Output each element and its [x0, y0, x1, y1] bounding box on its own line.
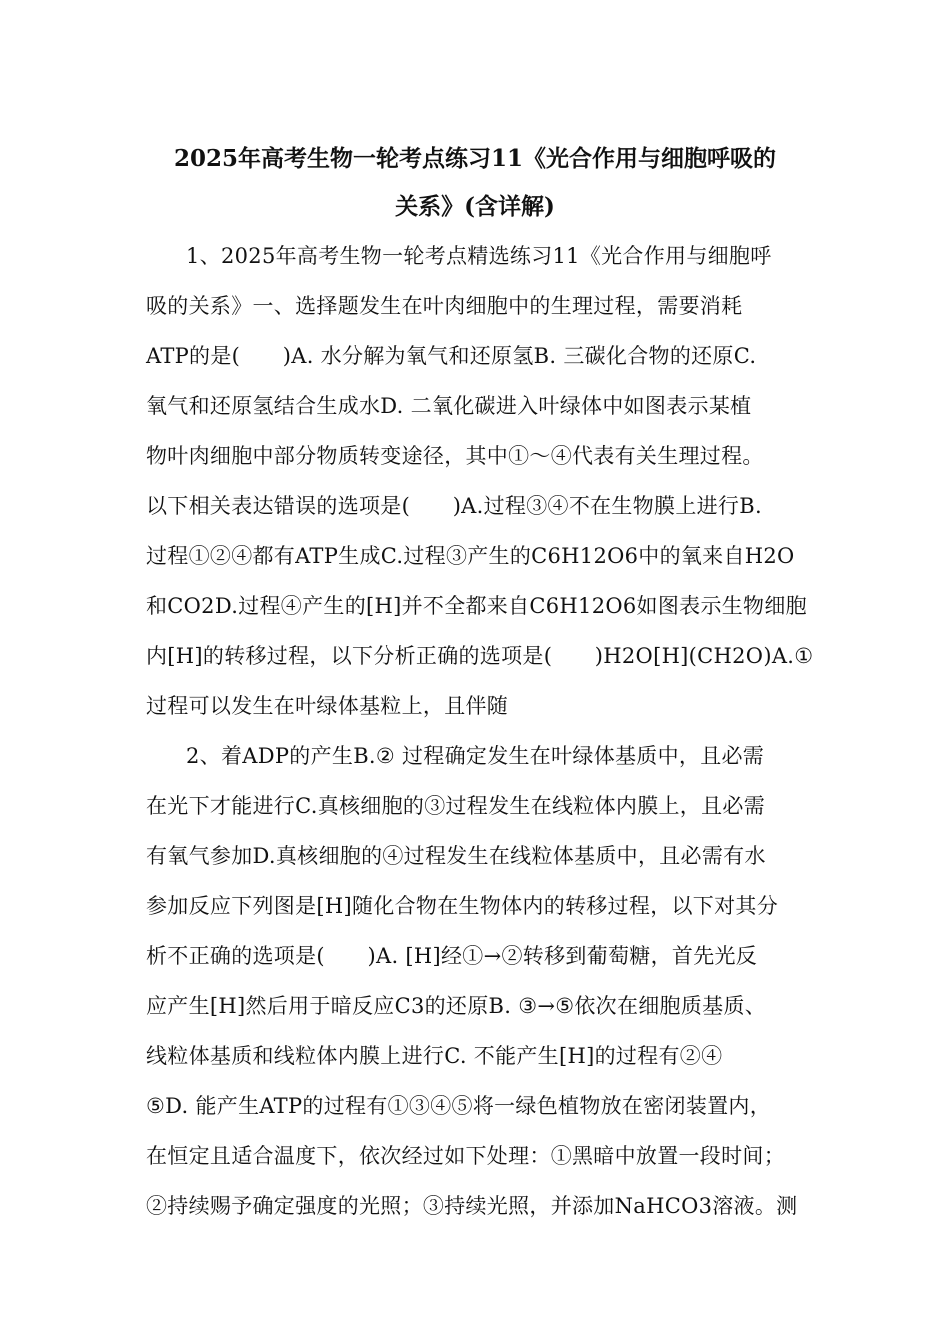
paragraph-1-line: 物叶肉细胞中部分物质转变途径，其中①～④代表有关生理过程。 [146, 444, 764, 468]
paragraph-1-line: 过程可以发生在叶绿体基粒上，且伴随 [146, 694, 509, 718]
paragraph-2-line: 线粒体基质和线粒体内膜上进行C. 不能产生[H]的过程有②④ [146, 1044, 723, 1068]
paragraph-2-line: 在恒定且适合温度下，依次经过如下处理：①黑暗中放置一段时间； [146, 1144, 785, 1168]
document-title-line-1: 2025年高考生物一轮考点练习11《光合作用与细胞呼吸的 [173, 145, 777, 172]
paragraph-1-line: 以下相关表达错误的选项是( )A.过程③④不在生物膜上进行B. [146, 494, 762, 518]
paragraph-1-line: 过程①②④都有ATP生成C.过程③产生的C6H12O6中的氧来自H2O [146, 544, 795, 568]
paragraph-1-line: 内[H]的转移过程，以下分析正确的选项是( )H2O[H](CH2O)A.① [146, 644, 814, 668]
paragraph-2-line: 2、着ADP的产生B.② 过程确定发生在叶绿体基质中，且必需 [186, 744, 765, 768]
paragraph-1-line: 吸的关系》一、选择题发生在叶肉细胞中的生理过程，需要消耗 [146, 294, 743, 318]
paragraph-1-line: 1、2025年高考生物一轮考点精选练习11《光合作用与细胞呼 [186, 244, 772, 268]
paragraph-1-line: 和CO2D.过程④产生的[H]并不全都来自C6H12O6如图表示生物细胞 [146, 594, 807, 618]
paragraph-2-line: 析不正确的选项是( )A. [H]经①→②转移到葡萄糖，首先光反 [146, 944, 758, 968]
paragraph-2-line: ②持续赐予确定强度的光照；③持续光照，并添加NaHCO3溶液。测 [146, 1194, 798, 1218]
paragraph-2-line: 参加反应下列图是[H]随化合物在生物体内的转移过程，以下对其分 [146, 894, 778, 918]
paragraph-1-line: 氧气和还原氢结合生成水D. 二氧化碳进入叶绿体中如图表示某植 [146, 394, 752, 418]
paragraph-2-line: 有氧气参加D.真核细胞的④过程发生在线粒体基质中，且必需有水 [146, 844, 766, 868]
document-title-line-2: 关系》(含详解) [395, 193, 555, 220]
paragraph-2-line: ⑤D. 能产生ATP的过程有①③④⑤将一绿色植物放在密闭装置内， [146, 1094, 772, 1118]
paragraph-2-line: 应产生[H]然后用于暗反应C3的还原B. ③→⑤依次在细胞质基质、 [146, 994, 767, 1018]
paragraph-1-line: ATP的是( )A. 水分解为氧气和还原氢B. 三碳化合物的还原C. [146, 344, 757, 368]
paragraph-2-line: 在光下才能进行C.真核细胞的③过程发生在线粒体内膜上，且必需 [146, 794, 765, 818]
